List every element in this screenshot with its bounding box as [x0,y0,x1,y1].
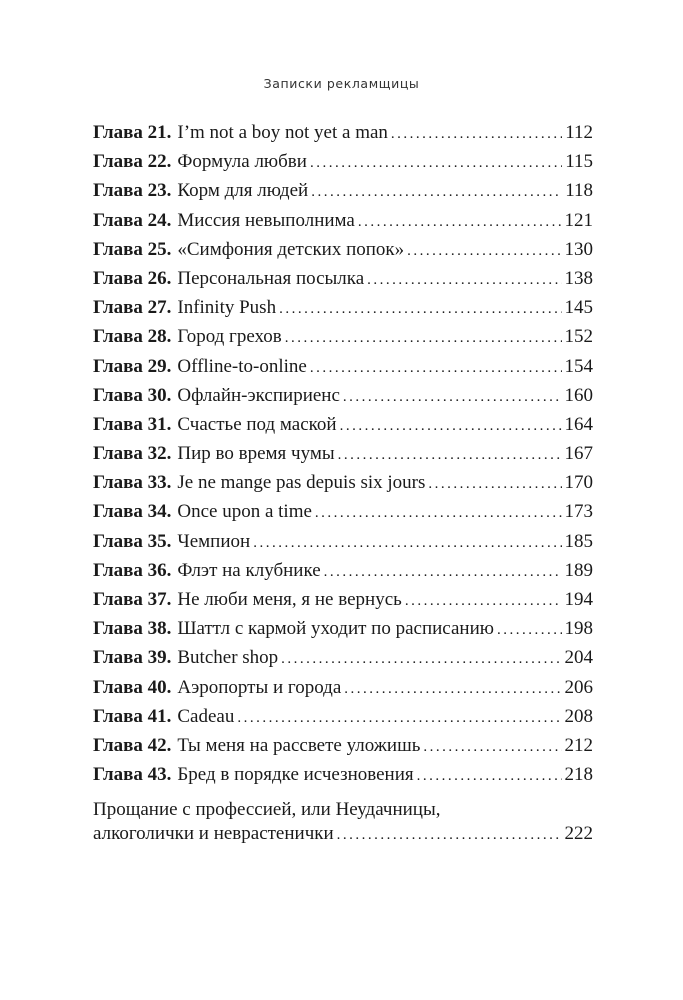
page-number: 118 [565,180,593,202]
page-number: 204 [564,647,593,669]
dot-leader [338,447,562,464]
chapter-label: Глава 42. [93,734,172,756]
chapter-label: Глава 32. [93,443,172,465]
dot-leader [497,622,562,639]
chapter-title: Флэт на клубнике [177,559,321,581]
page-number: 173 [564,501,593,523]
final-entry-title-line2: алкоголички и неврастенички [93,823,334,845]
page-number: 194 [564,589,593,610]
chapter-title: Cadeau [177,705,235,727]
toc-entry [93,706,593,735]
dot-leader [405,593,562,610]
dot-leader [310,360,562,377]
chapter-title: Корм для людей [177,180,309,202]
chapter-label: Глава 26. [93,267,172,289]
toc-entry [93,326,593,355]
dot-leader [337,827,562,844]
dot-leader [407,243,561,260]
chapter-label: Глава 27. [93,297,172,319]
page-number: 121 [564,209,593,231]
chapter-title: Не люби меня, я не вернусь [177,589,402,610]
page-number: 160 [564,384,593,406]
chapter-title: I’m not a boy not yet a man [177,122,388,143]
toc-entry [93,647,593,676]
dot-leader [324,564,562,581]
toc-entry [93,618,593,647]
page-number: 218 [564,764,593,786]
chapter-label: Глава 23. [93,180,172,202]
page-number: 130 [564,238,593,260]
toc-entry [93,268,593,297]
toc-entry [93,560,593,589]
toc-entry [93,210,593,239]
chapter-label: Глава 24. [93,209,172,231]
page-number: 145 [564,297,593,319]
chapter-title: Offline-to-online [177,355,307,377]
dot-leader [237,710,561,727]
dot-leader [343,389,562,406]
chapter-title: Город грехов [177,326,282,348]
toc-entry [93,531,593,560]
page-number: 112 [565,122,593,143]
dot-leader [281,651,561,668]
page-number: 167 [564,443,593,465]
chapter-title: Персональная посылка [177,267,365,289]
chapter-label: Глава 30. [93,384,172,406]
chapter-label: Глава 43. [93,764,172,786]
dot-leader [285,330,562,347]
toc-entry [93,356,593,385]
chapter-title: Миссия невыполнима [177,209,355,231]
dot-leader [279,301,561,318]
toc-entry [93,472,593,501]
chapter-label: Глава 35. [93,530,172,552]
chapter-label: Глава 41. [93,705,172,727]
toc-entry [93,501,593,530]
toc-entry [93,677,593,706]
chapter-title: Бред в порядке исчезновения [177,764,414,786]
toc-entry [93,151,593,180]
page-number: 189 [564,559,593,581]
dot-leader [311,184,562,201]
page-number: 208 [564,705,593,727]
page-number: 115 [565,151,593,173]
final-entry-title-line1: Прощание с профессией, или Неудачницы, [93,799,441,821]
page-number: 222 [564,823,593,845]
chapter-label: Глава 29. [93,355,172,377]
chapter-title: Пир во время чумы [177,443,335,465]
toc-entry-final [93,797,593,849]
chapter-label: Глава 33. [93,472,172,494]
toc-entry [93,735,593,764]
dot-leader [310,155,562,172]
chapter-label: Глава 39. [93,647,172,669]
toc-entry [93,385,593,414]
chapter-title: Butcher shop [177,647,279,669]
chapter-title: Чемпион [177,530,251,552]
toc-entry [93,414,593,443]
page-number: 170 [564,472,593,494]
chapter-title: Once upon a time [177,501,312,523]
toc-entry [93,764,593,793]
chapter-label: Глава 37. [93,589,172,610]
toc-entry [93,180,593,209]
dot-leader [391,126,562,143]
page-number: 198 [564,618,593,640]
final-entry-line2 [93,823,593,849]
dot-leader [253,535,561,552]
chapter-label: Глава 36. [93,559,172,581]
page-number: 152 [564,326,593,348]
toc-entry [93,443,593,472]
chapter-title: Ты меня на рассвете уложишь [177,734,421,756]
dot-leader [340,418,562,435]
chapter-title: Офлайн-экспириенс [177,384,340,406]
page-number: 206 [564,676,593,698]
dot-leader [344,681,561,698]
page-number: 138 [564,267,593,289]
chapter-label: Глава 21. [93,122,172,143]
chapter-title: Шаттл с кармой уходит по расписанию [177,618,494,640]
page-number: 185 [564,530,593,552]
chapter-label: Глава 22. [93,151,172,173]
dot-leader [315,505,562,522]
dot-leader [367,272,561,289]
chapter-label: Глава 38. [93,618,172,640]
page-number: 212 [564,734,593,756]
chapter-title: «Симфония детских попок» [177,238,405,260]
chapter-label: Глава 34. [93,501,172,523]
chapter-label: Глава 40. [93,676,172,698]
page-number: 164 [564,413,593,435]
dot-leader [417,768,562,785]
chapter-label: Глава 25. [93,238,172,260]
chapter-label: Глава 31. [93,413,172,435]
chapter-title: Je ne mange pas depuis six jours [177,472,426,494]
toc-entry [93,297,593,326]
dot-leader [423,739,561,756]
toc-entry [93,239,593,268]
dot-leader [358,214,562,231]
chapter-title: Формула любви [177,151,307,173]
toc-entry [93,589,593,618]
chapter-title: Infinity Push [177,297,277,319]
dot-leader [428,476,561,493]
chapter-title: Аэропорты и города [177,676,342,698]
chapter-title: Счастье под маской [177,413,337,435]
page-number: 154 [564,355,593,377]
chapter-label: Глава 28. [93,326,172,348]
running-head: Записки рекламщицы [263,76,420,91]
toc-entry [93,122,593,151]
table-of-contents [93,122,593,849]
